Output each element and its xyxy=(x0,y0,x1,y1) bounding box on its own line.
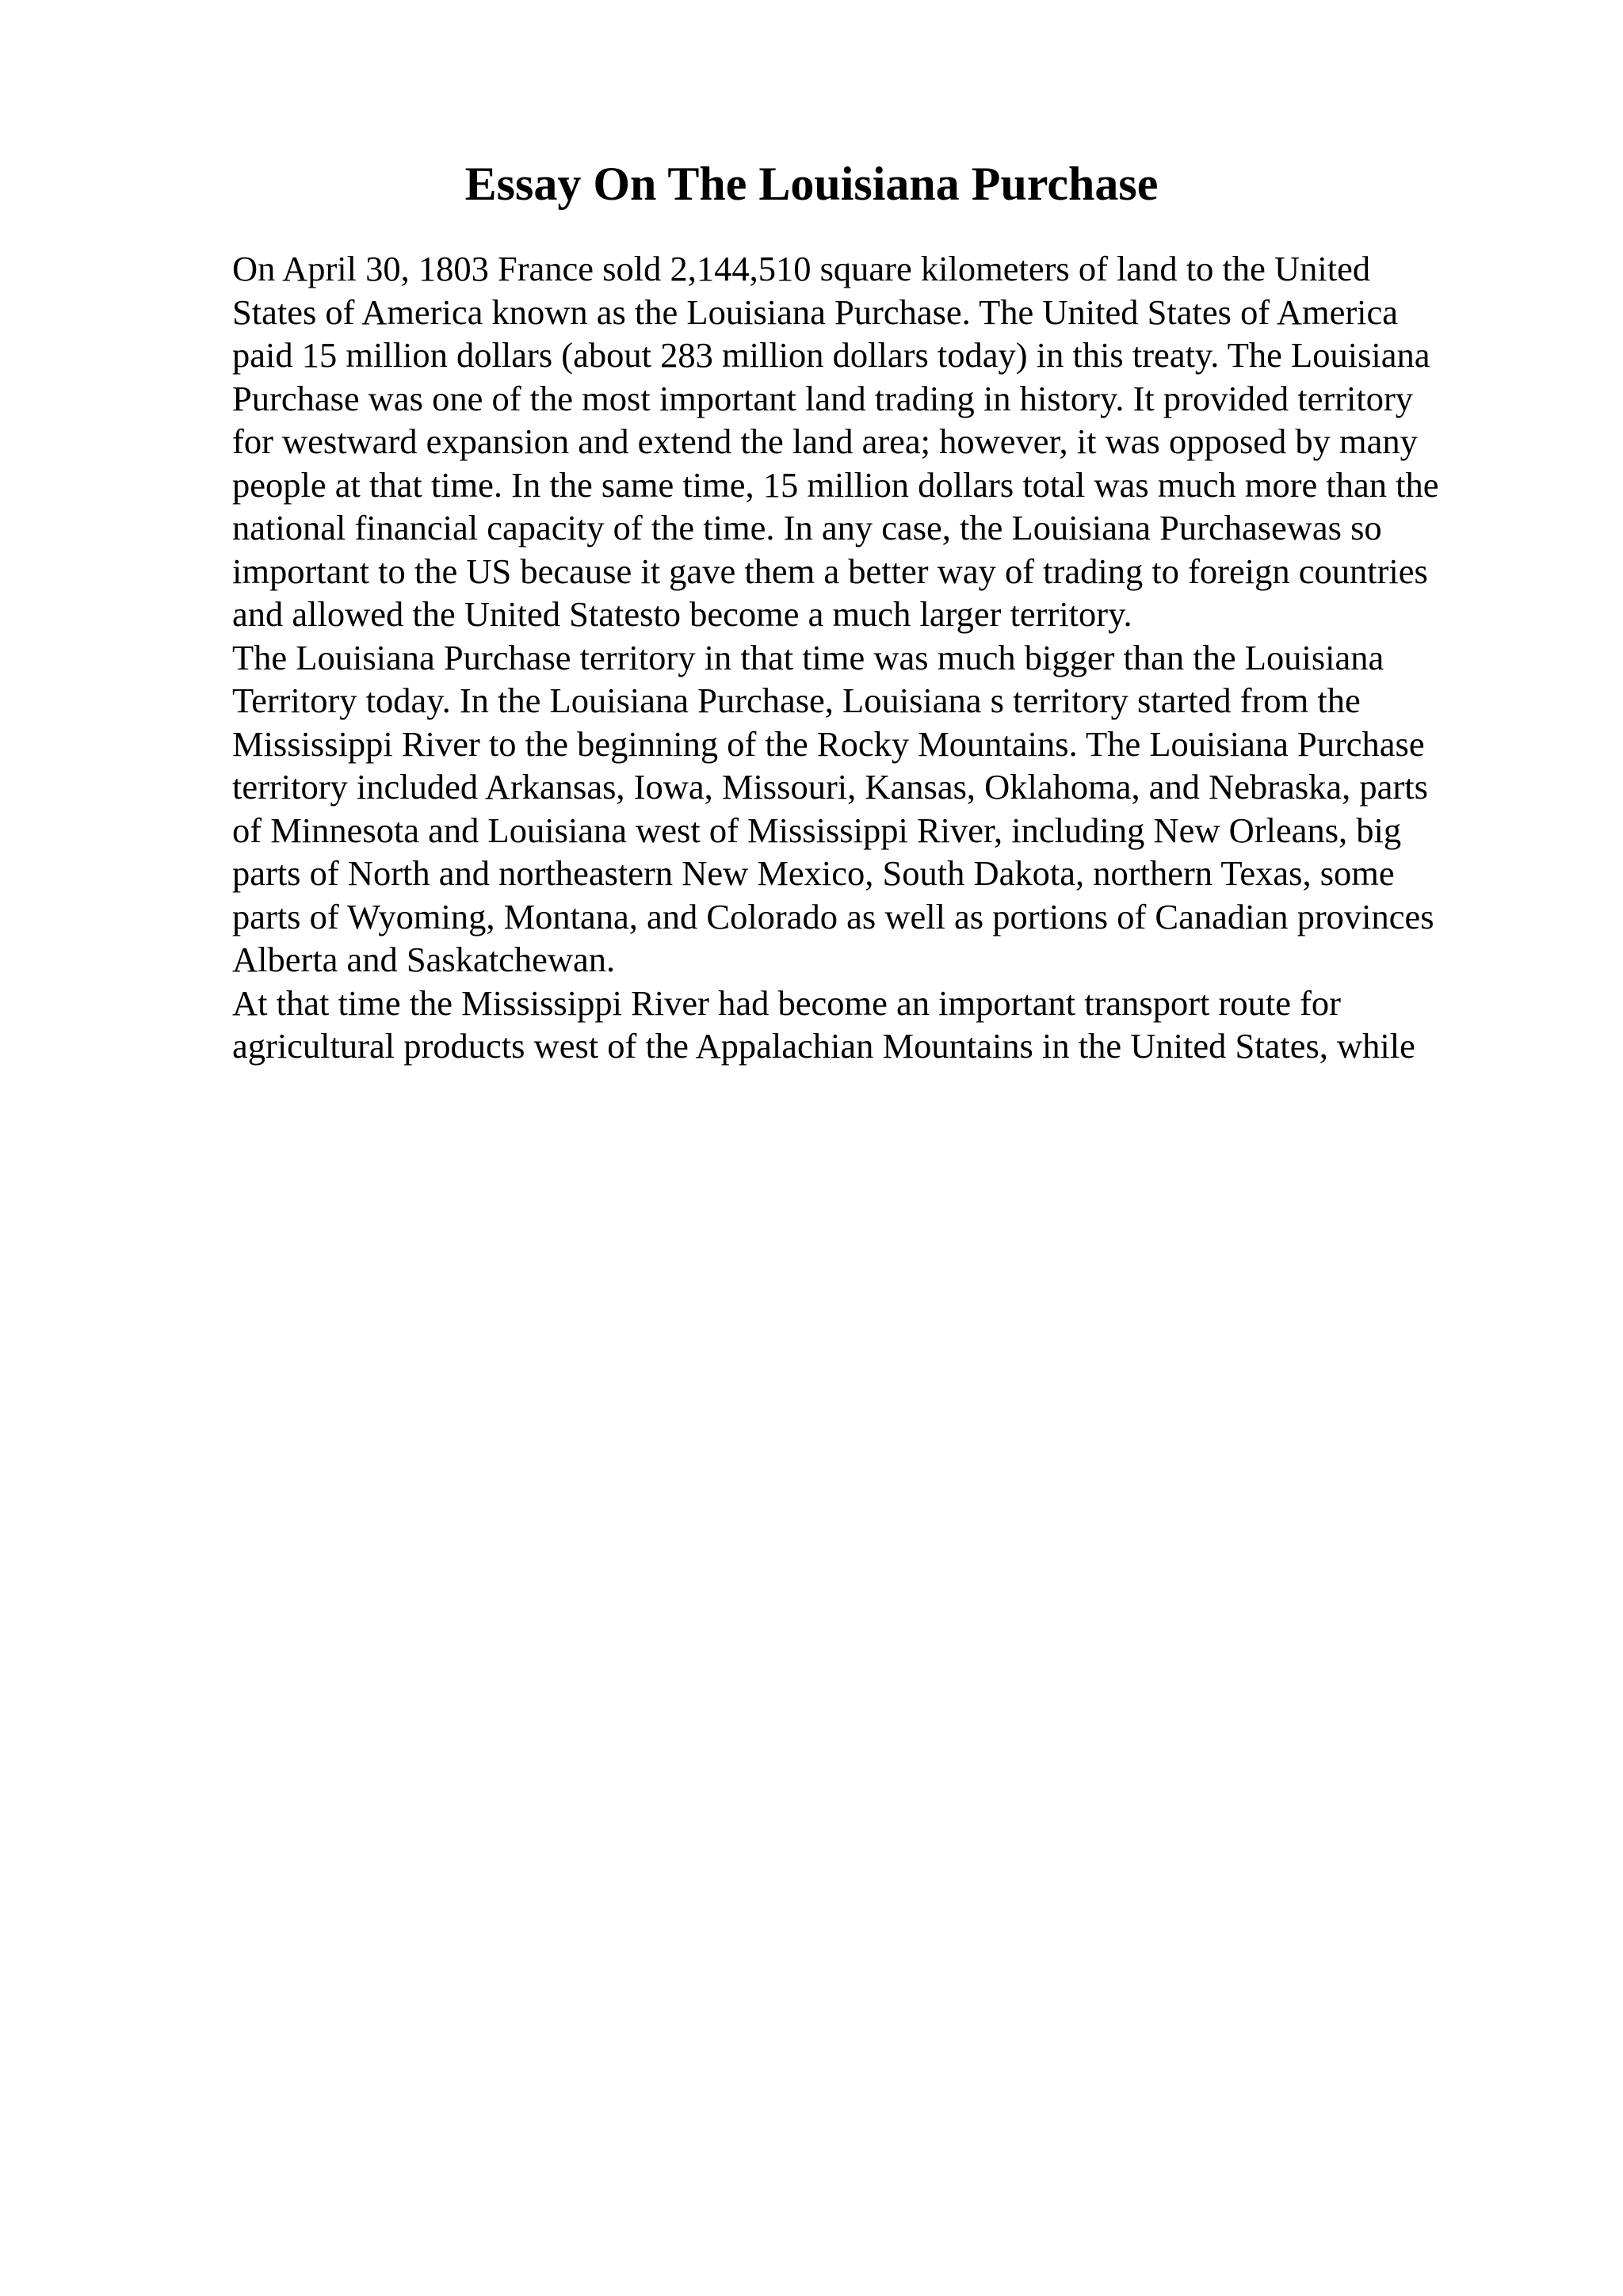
body-line: Territory today. In the Louisiana Purchase, Louisiana s territory started from the xyxy=(232,681,1361,720)
body-line: agricultural products west of the Appalachian Mountains in the United States, while xyxy=(232,1026,1415,1066)
body-line: territory included Arkansas, Iowa, Missouri, Kansas, Oklahoma, and Nebraska, parts xyxy=(232,767,1428,807)
body-line: On April 30, 1803 France sold 2,144,510 square kilometers of land to the United xyxy=(232,249,1371,288)
body-line: parts of Wyoming, Montana, and Colorado as well as portions of Canadian provinces xyxy=(232,897,1434,936)
body-line: important to the US because it gave them a better way of trading to foreign countries xyxy=(232,551,1428,591)
body-line: paid 15 million dollars (about 283 million dollars today) in this treaty. The Louisiana xyxy=(232,335,1430,375)
body-line: parts of North and northeastern New Mexico, South Dakota, northern Texas, some xyxy=(232,853,1395,893)
body-line: At that time the Mississippi River had become an important transport route for xyxy=(232,983,1341,1023)
body-line: The Louisiana Purchase territory in that time was much bigger than the Louisiana xyxy=(232,638,1384,677)
body-line: States of America known as the Louisiana Purchase. The United States of America xyxy=(232,292,1398,332)
body-line: of Minnesota and Louisiana west of Mississippi River, including New Orleans, big xyxy=(232,810,1402,850)
body-line: Purchase was one of the most important land trading in history. It provided territory xyxy=(232,379,1414,418)
body-line: people at that time. In the same time, 15 million dollars total was much more than the xyxy=(232,465,1439,505)
body-line: Mississippi River to the beginning of the Rocky Mountains. The Louisiana Purchase xyxy=(232,724,1425,764)
body-line: national financial capacity of the time. In any case, the Louisiana Purchasewas so xyxy=(232,508,1382,547)
body-line: and allowed the United Statesto become a much larger territory. xyxy=(232,594,1132,634)
document-title: Essay On The Louisiana Purchase xyxy=(464,158,1159,210)
body-line: Alberta and Saskatchewan. xyxy=(232,940,616,979)
body-line: for westward expansion and extend the land area; however, it was opposed by many xyxy=(232,421,1418,461)
